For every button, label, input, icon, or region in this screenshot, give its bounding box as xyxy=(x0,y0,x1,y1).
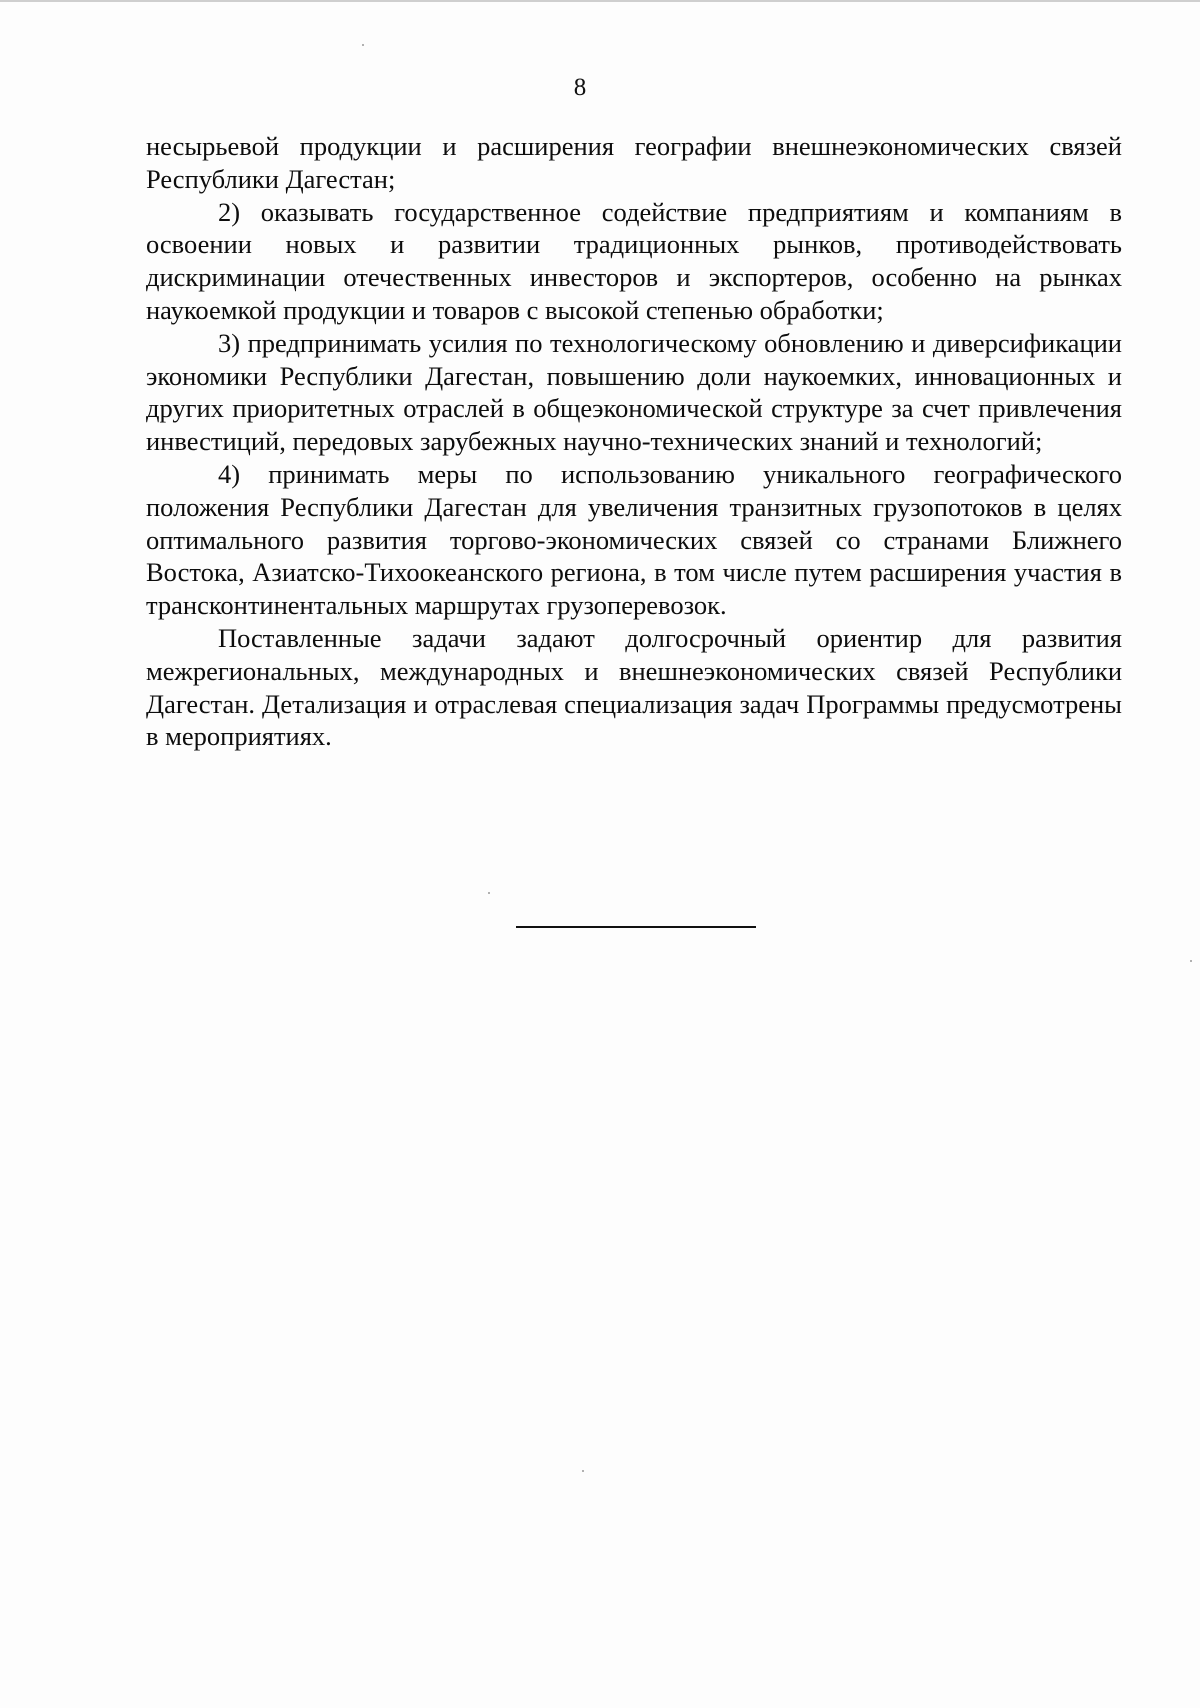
scan-edge xyxy=(0,0,1200,2)
paragraph-item-3: 3) предпринимать усилия по технологическому обновлению и диверсификации экономики Республики Дагестан, повышению доли наукоемких, инновационных и других приоритетных отраслей в общеэкономической структуре за счет привлечения инвестиций, передовых зарубежных научно-технических знаний и технологий; xyxy=(146,327,1122,457)
scan-speck xyxy=(1190,960,1192,962)
scan-speck xyxy=(362,44,364,46)
paragraph-continuation: несырьевой продукции и расширения географии внешнеэкономических связей Республики Дагестан; xyxy=(146,131,1122,194)
end-of-document-rule xyxy=(516,926,756,928)
document-body xyxy=(146,130,1122,753)
page-number: 8 xyxy=(573,74,587,101)
scan-speck xyxy=(488,892,490,894)
paragraph-item-4: 4) принимать меры по использованию уникального географического положения Республики Дагестан для увеличения транзитных грузопотоков в целях оптимального развития торгово-экономических связей со странами Ближнего Востока, Азиатско-Тихоокеанского региона, в том числе путем расширения участия в трансконтинентальных маршрутах грузоперевозок. xyxy=(146,458,1122,621)
scan-speck xyxy=(582,1470,584,1472)
paragraph-conclusion: Поставленные задачи задают долгосрочный ориентир для развития межрегиональных, международных и внешнеэкономических связей Республики Дагестан. Детализация и отраслевая специализация задач Программы предусмотрены в мероприятиях. xyxy=(146,622,1122,752)
paragraph-item-2: 2) оказывать государственное содействие предприятиям и компаниям в освоении новых и развитии традиционных рынков, противодействовать дискриминации отечественных инвесторов и экспортеров, особенно на рынках наукоемкой продукции и товаров с высокой степенью обработки; xyxy=(146,196,1122,325)
